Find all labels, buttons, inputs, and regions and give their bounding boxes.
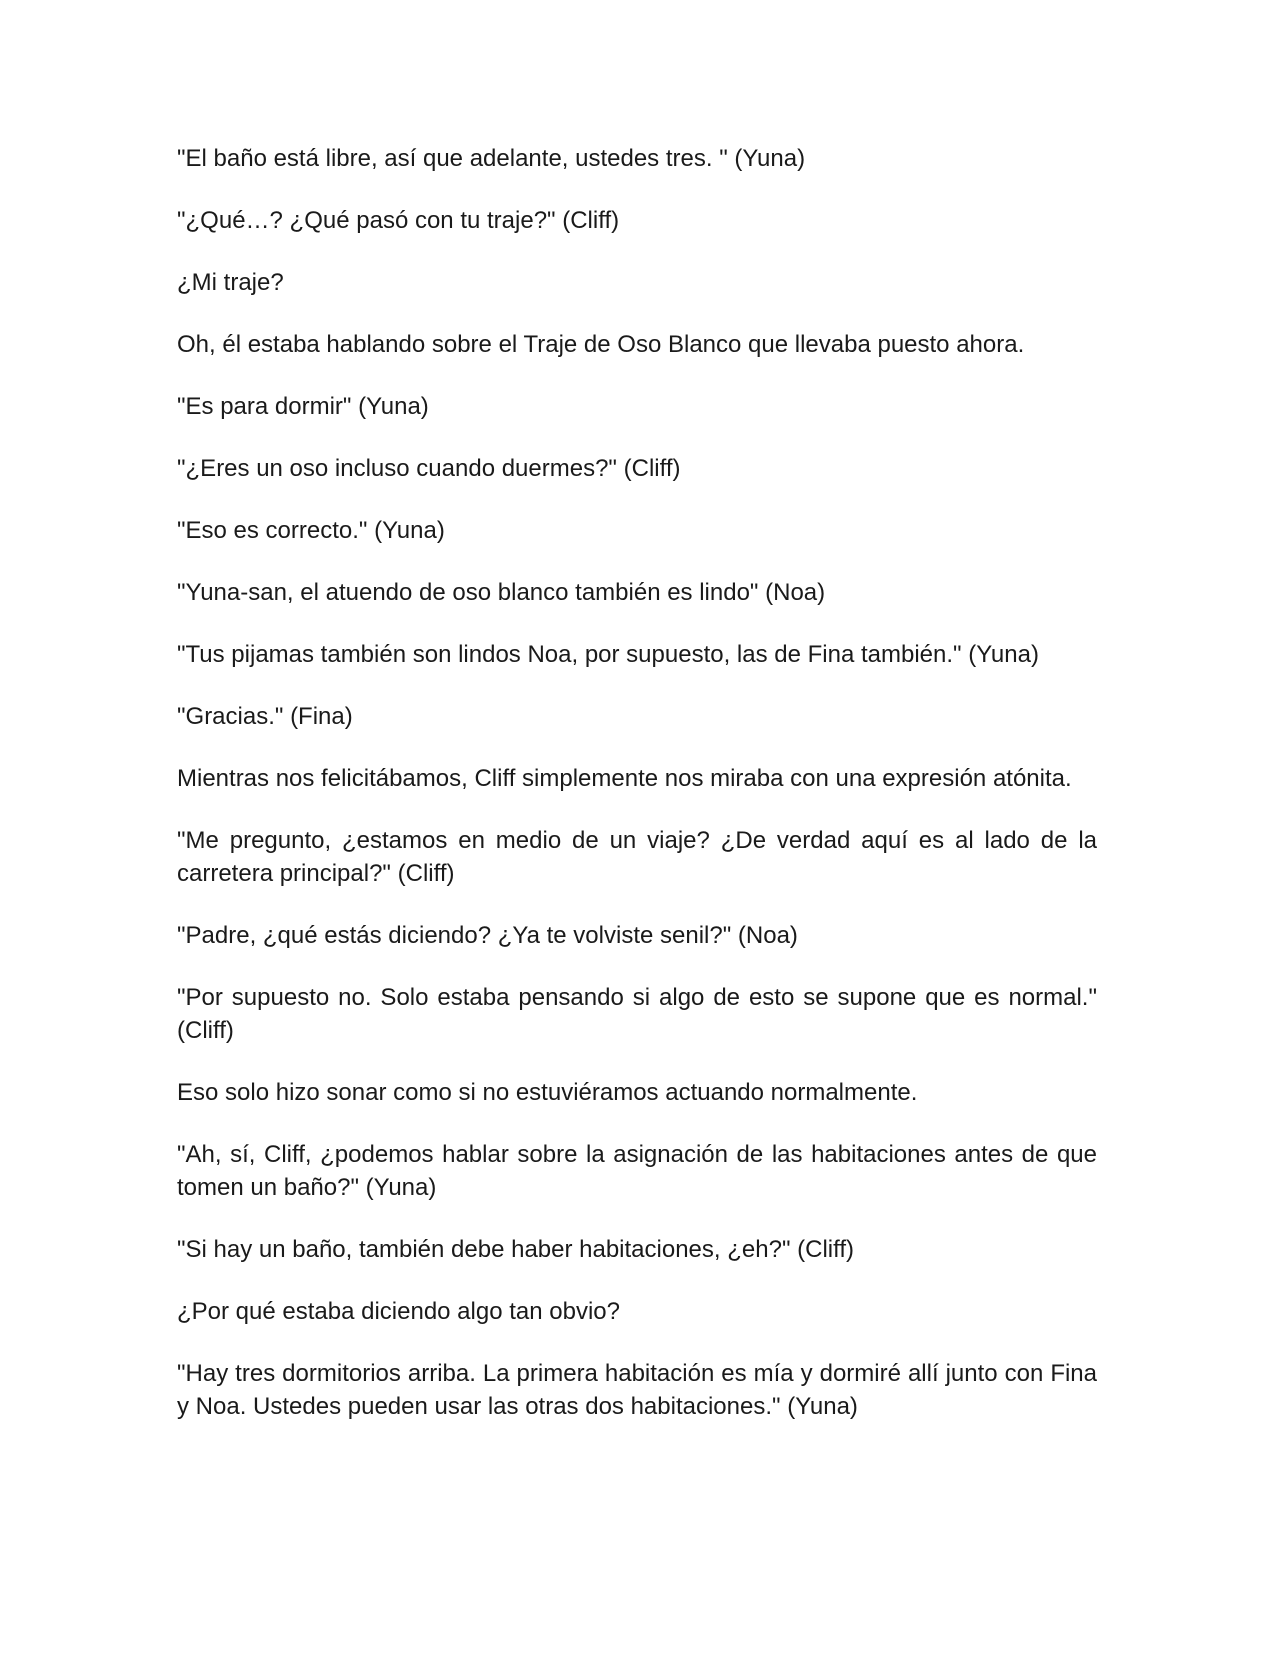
paragraph-8: "Yuna-san, el atuendo de oso blanco también es lindo" (Noa) xyxy=(177,579,826,606)
paragraph-17: "Si hay un baño, también debe haber habitaciones, ¿eh?" (Cliff) xyxy=(177,1236,855,1263)
paragraph-13: "Padre, ¿qué estás diciendo? ¿Ya te volviste senil?" (Noa) xyxy=(177,922,798,949)
paragraph-15: Eso solo hizo sonar como si no estuviéramos actuando normalmente. xyxy=(177,1079,918,1106)
paragraph-4: Oh, él estaba hablando sobre el Traje de Oso Blanco que llevaba puesto ahora. xyxy=(177,331,1025,358)
paragraph-18: ¿Por qué estaba diciendo algo tan obvio? xyxy=(177,1298,620,1325)
paragraph-1: "El baño está libre, así que adelante, ustedes tres. " (Yuna) xyxy=(177,145,806,172)
paragraph-16: "Ah, sí, Cliff, ¿podemos hablar sobre la asignación de las habitaciones antes de que tomen un baño?" (Yuna) xyxy=(177,1141,1097,1201)
paragraph-6: "¿Eres un oso incluso cuando duermes?" (Cliff) xyxy=(177,455,681,482)
paragraph-9: "Tus pijamas también son lindos Noa, por supuesto, las de Fina también." (Yuna) xyxy=(177,641,1039,668)
document-body xyxy=(177,142,1097,1452)
paragraph-3: ¿Mi traje? xyxy=(177,269,284,296)
paragraph-11: Mientras nos felicitábamos, Cliff simplemente nos miraba con una expresión atónita. xyxy=(177,765,1072,792)
paragraph-2: "¿Qué…? ¿Qué pasó con tu traje?" (Cliff) xyxy=(177,207,620,234)
paragraph-10: "Gracias." (Fina) xyxy=(177,703,353,730)
paragraph-5: "Es para dormir" (Yuna) xyxy=(177,393,429,420)
paragraph-19: "Hay tres dormitorios arriba. La primera habitación es mía y dormiré allí junto con Fina y Noa. Ustedes pueden usar las otras dos habitaciones." (Yuna) xyxy=(177,1360,1097,1420)
paragraph-12: "Me pregunto, ¿estamos en medio de un viaje? ¿De verdad aquí es al lado de la carretera principal?" (Cliff) xyxy=(177,827,1097,887)
paragraph-14: "Por supuesto no. Solo estaba pensando si algo de esto se supone que es normal." (Cliff) xyxy=(177,984,1097,1044)
paragraph-7: "Eso es correcto." (Yuna) xyxy=(177,517,445,544)
